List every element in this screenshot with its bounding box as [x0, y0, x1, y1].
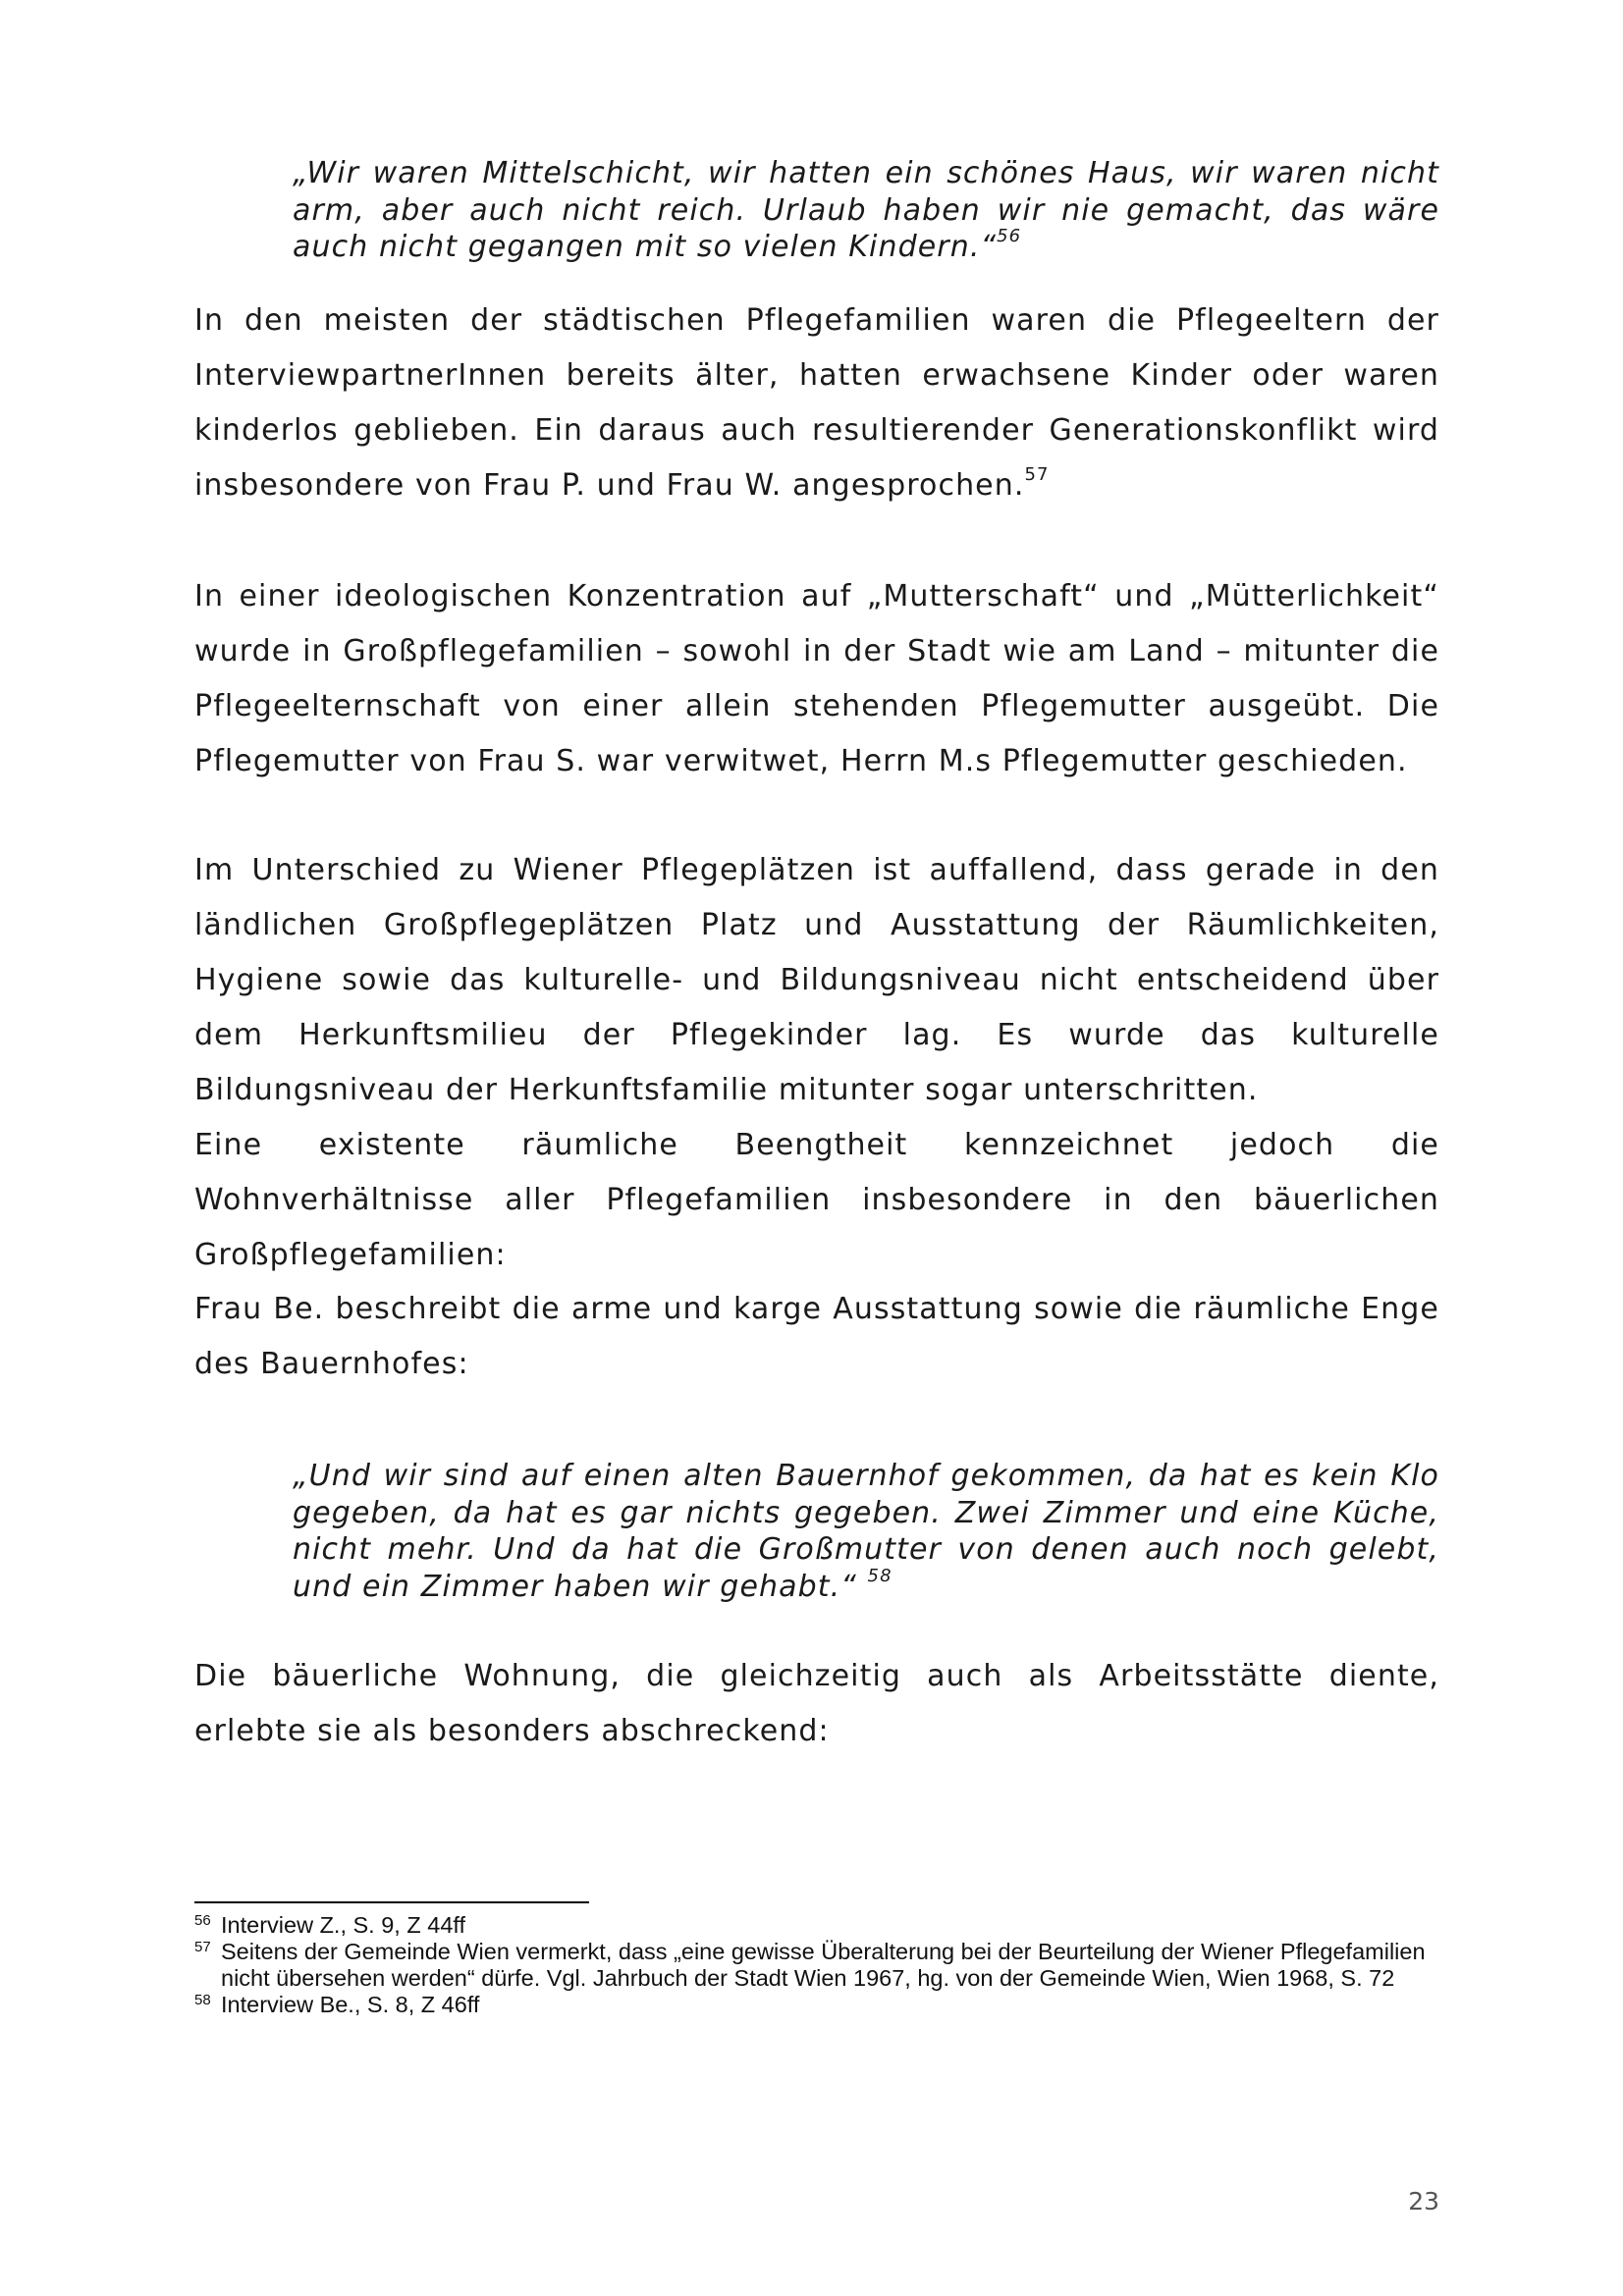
paragraph-4-text: Frau Be. beschreibt die arme und karge Ausstattung sowie die räumliche Enge des Bauernhofes:: [194, 1292, 1439, 1381]
paragraph-5: [194, 1649, 1439, 1759]
footnote-number: 57: [194, 1939, 211, 1955]
paragraph-3-continuation: Eine existente räumliche Beengtheit kennzeichnet jedoch die Wohnverhältnisse aller Pflegefamilien insbesondere in den bäuerlichen Großpflegefamilien:: [194, 1128, 1439, 1272]
page-number: 23: [1408, 2187, 1439, 2216]
paragraph-3: [194, 843, 1439, 1283]
footnote-ref-57: 57: [1024, 464, 1050, 485]
footnote-58: [194, 1992, 1441, 2018]
paragraph-5-text: Die bäuerliche Wohnung, die gleichzeitig auch als Arbeitsstätte diente, erlebte sie als besonders abschreckend:: [194, 1659, 1439, 1748]
footnote-ref-58: 58: [867, 1565, 893, 1586]
footnote-56: [194, 1912, 1441, 1939]
block-quote-2: [293, 1458, 1439, 1605]
paragraph-2-text: In einer ideologischen Konzentration auf „Mutterschaft“ und „Mütterlichkeit“ wurde in Großpflegefamilien – sowohl in der Stadt wie am Land – mitunter die Pflegeelternschaft von einer allein stehenden Pflegemutter ausgeübt. Die Pflegemutter von Frau S. war verwitwet, Herrn M.s Pflegemutter geschieden.: [194, 579, 1439, 778]
paragraph-2: [194, 569, 1439, 789]
paragraph-1: [194, 294, 1439, 513]
quote-2-text: „Und wir sind auf einen alten Bauernhof gekommen, da hat es kein Klo gegeben, da hat es gar nichts gegeben. Zwei Zimmer und eine Küche, nicht mehr. Und da hat die Großmutter von denen auch noch gelebt, und ein Zimmer haben wir gehabt.“: [293, 1459, 1439, 1604]
paragraph-4: [194, 1282, 1439, 1392]
footnote-text: Seitens der Gemeinde Wien vermerkt, dass „eine gewisse Überalterung bei der Beurteilung der Wiener Pflegefamilien nicht übersehen werden“ dürfe. Vgl. Jahrbuch der Stadt Wien 1967, hg. von der Gemeinde Wien, Wien 1968, S. 72: [221, 1939, 1426, 1991]
footnote-text: Interview Be., S. 8, Z 46ff: [221, 1992, 480, 2017]
footnote-number: 56: [194, 1912, 211, 1929]
footnote-57: [194, 1939, 1441, 1992]
paragraph-1-text: In den meisten der städtischen Pflegefamilien waren die Pflegeeltern der InterviewpartnerInnen bereits älter, hatten erwachsene Kinder oder waren kinderlos geblieben. Ein daraus auch resultierender Generationskonflikt wird insbesondere von Frau P. und Frau W. angesprochen.: [194, 303, 1439, 503]
footnotes: [194, 1912, 1441, 2018]
quote-1-text: „Wir waren Mittelschicht, wir hatten ein schönes Haus, wir waren nicht arm, aber auch nicht reich. Urlaub haben wir nie gemacht, das wäre auch nicht gegangen mit so vielen Kindern.“: [293, 156, 1439, 264]
paragraph-3-text: Im Unterschied zu Wiener Pflegeplätzen ist auffallend, dass gerade in den ländlichen Großpflegeplätzen Platz und Ausstattung der Räumlichkeiten, Hygiene sowie das kulturelle- und Bildungsniveau nicht entscheidend über dem Herkunftsmilieu der Pflegekinder lag. Es wurde das kulturelle Bildungsniveau der Herkunftsfamilie mitunter sogar unterschritten.: [194, 853, 1439, 1107]
footnote-ref-56: 56: [997, 226, 1022, 246]
block-quote-1: [293, 155, 1439, 266]
footnote-text: Interview Z., S. 9, Z 44ff: [221, 1912, 466, 1938]
footnote-separator: [194, 1901, 589, 1903]
footnote-number: 58: [194, 1992, 211, 2008]
